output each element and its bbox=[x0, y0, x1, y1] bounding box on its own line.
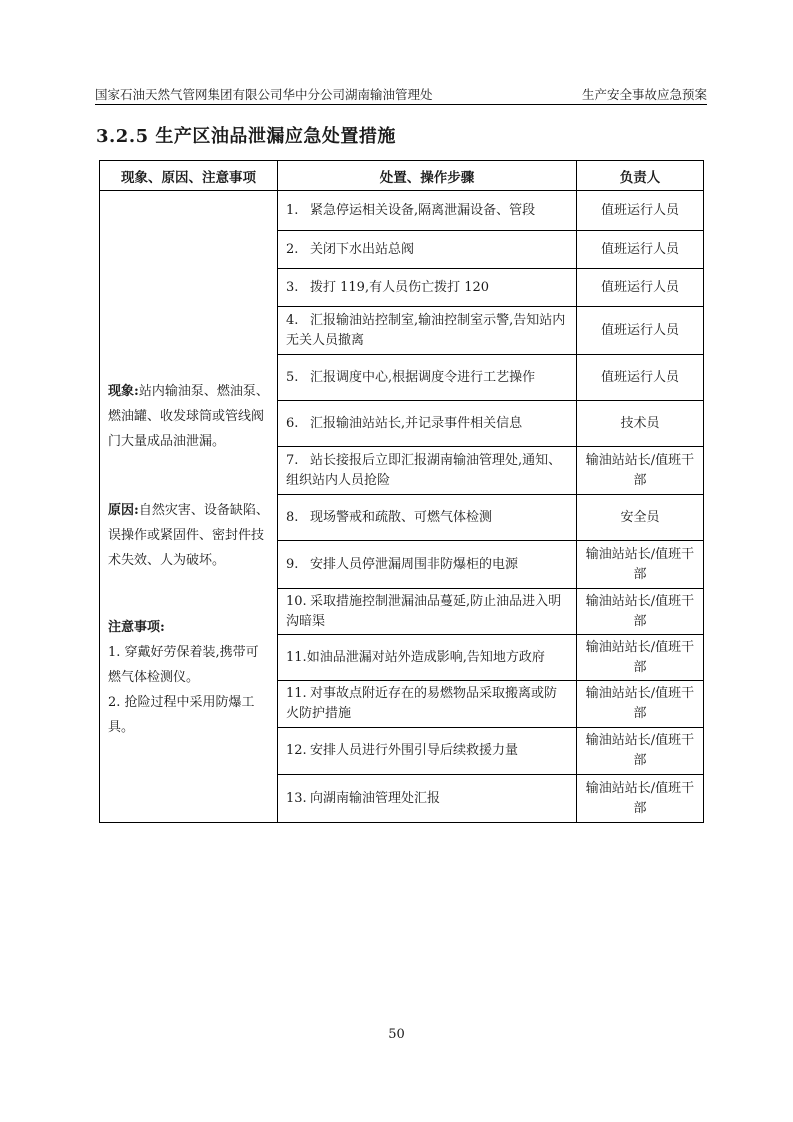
page-number: 50 bbox=[388, 1027, 405, 1042]
responsible-cell: 值班运行人员 bbox=[577, 231, 704, 269]
step-cell bbox=[278, 307, 577, 355]
step-text: 关闭下水出站总阀 bbox=[310, 241, 415, 257]
responsible-cell: 值班运行人员 bbox=[577, 307, 704, 355]
step-number: 10. bbox=[286, 593, 307, 609]
phenomenon-text: 站内输油泵、燃油泵、燃油罐、收发球筒或管线阀门大量成品油泄漏。 bbox=[108, 383, 269, 449]
cause-label: 原因: bbox=[108, 502, 139, 518]
step-number: 2. bbox=[286, 241, 299, 257]
step-number: 6. bbox=[286, 415, 299, 431]
cause-paragraph bbox=[108, 498, 269, 573]
phenomenon-label: 现象: bbox=[108, 383, 139, 399]
notes-title: 注意事项: bbox=[108, 619, 165, 635]
step-number: 5. bbox=[286, 369, 299, 385]
step-text: 拨打 119,有人员伤亡拨打 120 bbox=[310, 279, 490, 295]
step-number: 12. bbox=[286, 743, 307, 758]
header-organization: 国家石油天然气管网集团有限公司华中分公司湖南输油管理处 bbox=[95, 87, 433, 102]
responsible-cell: 值班运行人员 bbox=[577, 191, 704, 231]
step-cell bbox=[278, 541, 577, 589]
step-cell bbox=[278, 355, 577, 401]
column-header-responsible: 负责人 bbox=[577, 161, 704, 191]
phenomenon-cause-notes-cell bbox=[100, 191, 278, 823]
step-text: 安排人员进行外围引导后续救援力量 bbox=[310, 743, 519, 758]
column-header-steps: 处置、操作步骤 bbox=[278, 161, 577, 191]
step-text: 现场警戒和疏散、可燃气体检测 bbox=[310, 509, 493, 525]
column-header-phenomenon: 现象、原因、注意事项 bbox=[100, 161, 278, 191]
note-item: 2. 抢险过程中采用防爆工具。 bbox=[108, 694, 255, 735]
step-text: 汇报调度中心,根据调度令进行工艺操作 bbox=[310, 369, 536, 385]
step-number: 13. bbox=[286, 790, 307, 806]
step-number: 9. bbox=[286, 556, 299, 572]
step-cell bbox=[278, 495, 577, 541]
step-text: 汇报输油站站长,并记录事件相关信息 bbox=[310, 415, 523, 431]
note-item: 1. 穿戴好劳保着装,携带可燃气体检测仪。 bbox=[108, 644, 259, 685]
phenomenon-paragraph bbox=[108, 379, 269, 454]
table-header-row bbox=[100, 161, 704, 191]
step-number: 3. bbox=[286, 279, 299, 295]
step-text: 紧急停运相关设备,隔离泄漏设备、管段 bbox=[310, 202, 536, 218]
step-text: 汇报输油站控制室,输油控制室示警,告知站内无关人员撤离 bbox=[286, 312, 566, 348]
step-text: 对事故点附近存在的易燃物品采取搬离或防火防护措施 bbox=[286, 686, 558, 721]
step-number: 8. bbox=[286, 509, 299, 525]
section-title: 3.2.5 生产区油品泄漏应急处置措施 bbox=[96, 126, 396, 147]
step-number: 4. bbox=[286, 312, 299, 328]
step-text: 安排人员停泄漏周围非防爆柜的电源 bbox=[310, 556, 519, 572]
step-number: 11. bbox=[286, 649, 307, 665]
step-number: 1. bbox=[286, 202, 299, 218]
step-cell bbox=[278, 635, 577, 681]
responsible-cell: 输油站站长/值班干部 bbox=[577, 541, 704, 589]
page-header bbox=[95, 83, 707, 103]
step-cell bbox=[278, 191, 577, 231]
responsible-cell: 输油站站长/值班干部 bbox=[577, 447, 704, 495]
step-cell bbox=[278, 447, 577, 495]
step-cell bbox=[278, 269, 577, 307]
step-cell bbox=[278, 681, 577, 728]
step-text: 如油品泄漏对站外造成影响,告知地方政府 bbox=[306, 649, 545, 665]
step-cell bbox=[278, 231, 577, 269]
responsible-cell: 值班运行人员 bbox=[577, 269, 704, 307]
responsible-cell: 输油站站长/值班干部 bbox=[577, 728, 704, 775]
step-number: 11. bbox=[286, 686, 307, 701]
cause-text: 自然灾害、设备缺陷、误操作或紧固件、密封件技术失效、人为破坏。 bbox=[108, 502, 269, 568]
header-document-title: 生产安全事故应急预案 bbox=[581, 87, 707, 102]
responsible-cell: 输油站站长/值班干部 bbox=[577, 635, 704, 681]
step-text: 站长接报后立即汇报湖南输油管理处,通知、组织站内人员抢险 bbox=[286, 452, 562, 488]
step-number: 7. bbox=[286, 452, 299, 468]
step-cell bbox=[278, 775, 577, 823]
table-row bbox=[100, 191, 704, 231]
step-cell bbox=[278, 401, 577, 447]
step-text: 采取措施控制泄漏油品蔓延,防止油品进入明沟暗渠 bbox=[286, 593, 562, 629]
responsible-cell: 输油站站长/值班干部 bbox=[577, 681, 704, 728]
step-cell bbox=[278, 728, 577, 775]
header-divider bbox=[95, 104, 707, 105]
responsible-cell: 技术员 bbox=[577, 401, 704, 447]
responsible-cell: 输油站站长/值班干部 bbox=[577, 775, 704, 823]
step-text: 向湖南输油管理处汇报 bbox=[310, 790, 441, 806]
step-cell bbox=[278, 589, 577, 635]
procedure-table bbox=[99, 160, 704, 823]
responsible-cell: 值班运行人员 bbox=[577, 355, 704, 401]
responsible-cell: 输油站站长/值班干部 bbox=[577, 589, 704, 635]
responsible-cell: 安全员 bbox=[577, 495, 704, 541]
